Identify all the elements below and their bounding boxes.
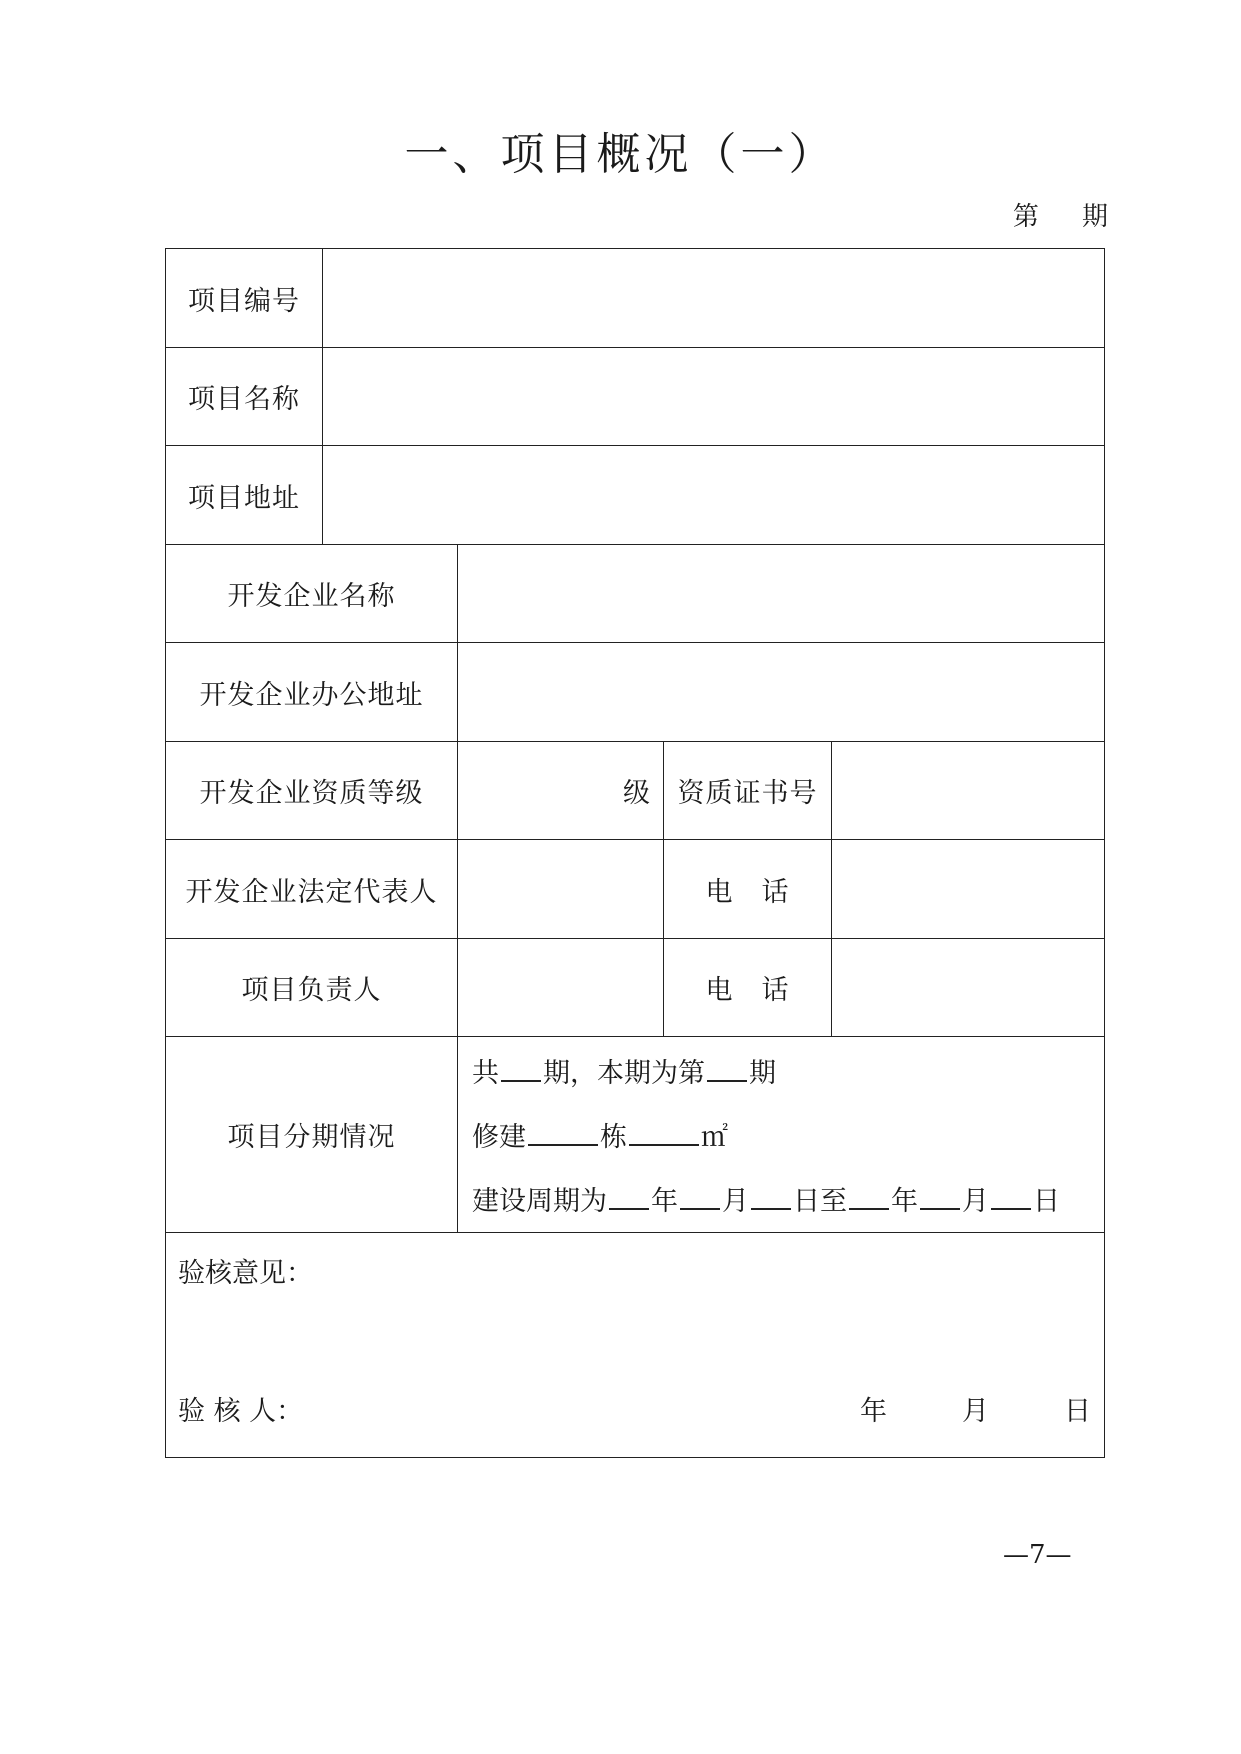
qualification-cert-label-text: 资质证书号 (677, 778, 818, 809)
legal-rep-label-text: 开发企业法定代表人 (185, 876, 438, 908)
area-unit: ㎡ (701, 1122, 728, 1153)
project-lead-phone-field[interactable] (832, 939, 1104, 1037)
verification-day-label: 日 (1064, 1396, 1091, 1427)
start-year-blank[interactable] (609, 1186, 649, 1210)
qualification-cert-label (664, 742, 832, 840)
buildings-unit: 栋 (600, 1122, 627, 1153)
project-number-label (166, 249, 323, 348)
project-address-label-text: 项目地址 (188, 482, 300, 514)
project-lead-label-text: 项目负责人 (241, 975, 382, 1006)
legal-rep-phone-label (664, 840, 832, 939)
start-month-blank[interactable] (680, 1186, 720, 1210)
start-day-unit: 日至 (793, 1186, 847, 1217)
end-year-blank[interactable] (849, 1186, 889, 1210)
staging-line-periods (472, 1051, 776, 1090)
start-year-unit: 年 (651, 1186, 678, 1217)
developer-office-field[interactable] (458, 643, 1104, 742)
total-periods-blank[interactable] (501, 1058, 541, 1082)
developer-qualification-label-text: 开发企业资质等级 (199, 778, 424, 809)
project-name-label-text: 项目名称 (188, 384, 300, 415)
staging-current-suffix: 期 (749, 1058, 776, 1089)
developer-name-label-text: 开发企业名称 (227, 581, 396, 612)
legal-rep-field[interactable] (458, 840, 664, 939)
developer-name-field[interactable] (458, 545, 1104, 643)
qualification-level-suffix: 级 (623, 778, 651, 809)
qualification-cert-field[interactable] (832, 742, 1104, 840)
verification-year-label: 年 (860, 1396, 887, 1427)
current-period-blank[interactable] (707, 1058, 747, 1082)
end-year-unit: 年 (891, 1186, 918, 1217)
staging-line-schedule (472, 1179, 1060, 1218)
period-header (1013, 196, 1110, 233)
project-address-field[interactable] (323, 446, 1104, 545)
project-lead-phone-label-text: 电 话 (705, 975, 790, 1006)
verification-opinion-label: 验核意见： (178, 1258, 313, 1289)
project-lead-label (166, 939, 458, 1037)
staging-current-prefix: 期，本期为第 (543, 1058, 705, 1089)
staging-label-text: 项目分期情况 (227, 1122, 396, 1153)
building-count-blank[interactable] (528, 1122, 598, 1146)
project-number-label-text: 项目编号 (188, 285, 300, 317)
developer-office-label-text: 开发企业办公地址 (199, 679, 424, 711)
start-month-unit: 月 (722, 1186, 749, 1217)
project-number-field[interactable] (323, 249, 1104, 348)
project-name-field[interactable] (323, 348, 1104, 446)
buildings-prefix: 修建 (472, 1122, 526, 1153)
area-blank[interactable] (629, 1122, 699, 1146)
legal-rep-phone-field[interactable] (832, 840, 1104, 939)
legal-rep-label (166, 840, 458, 939)
end-month-blank[interactable] (920, 1186, 960, 1210)
qualification-level-field[interactable] (458, 742, 664, 840)
staging-line-buildings (472, 1115, 728, 1154)
project-lead-field[interactable] (458, 939, 664, 1037)
project-overview-form (165, 248, 1105, 1458)
project-lead-phone-label (664, 939, 832, 1037)
project-name-label (166, 348, 323, 446)
staging-details (458, 1037, 1104, 1233)
end-day-unit: 日 (1033, 1186, 1060, 1217)
end-month-unit: 月 (962, 1186, 989, 1217)
period-header-right: 期 (1081, 202, 1110, 232)
schedule-prefix: 建设周期为 (472, 1186, 607, 1217)
developer-qualification-label (166, 742, 458, 840)
page-number: —7— (1003, 1540, 1072, 1570)
developer-office-label (166, 643, 458, 742)
period-header-left: 第 (1012, 202, 1041, 232)
verifier-label: 验 核 人： (178, 1396, 304, 1427)
verification-month-label: 月 (962, 1396, 989, 1427)
developer-name-label (166, 545, 458, 643)
start-day-blank[interactable] (751, 1186, 791, 1210)
project-address-label (166, 446, 323, 545)
page-title: 一、项目概况（一） (404, 129, 837, 180)
legal-rep-phone-label-text: 电 话 (705, 876, 790, 908)
staging-total-prefix: 共 (472, 1058, 499, 1089)
end-day-blank[interactable] (991, 1186, 1031, 1210)
staging-label (166, 1037, 458, 1233)
